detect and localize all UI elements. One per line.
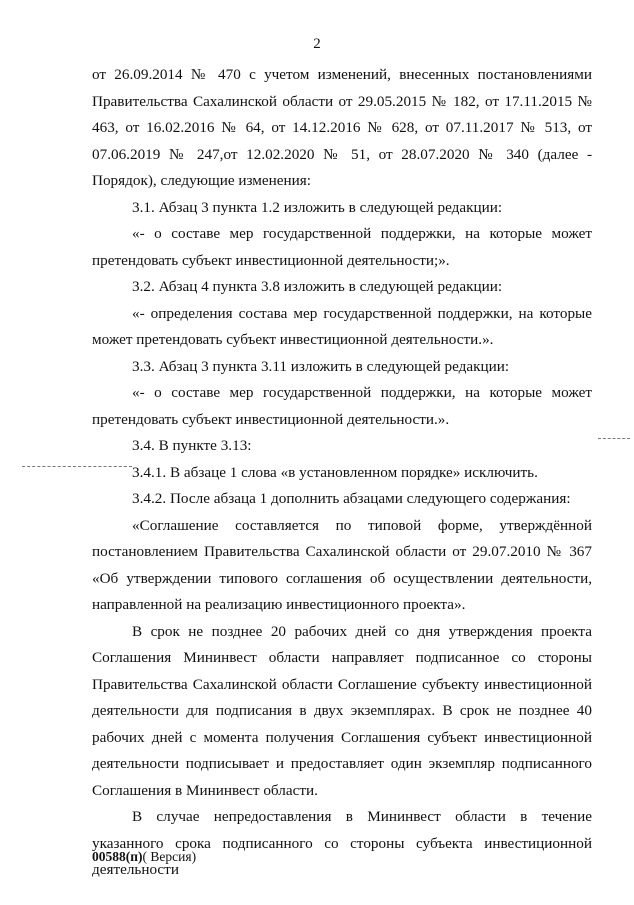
document-footer: [92, 849, 196, 865]
agreement-paragraph: «Соглашение составляется по типовой форме, утверждённой постановлением Правительства Сахалинской области от 29.07.2010 № 367 «Об утверждении типового соглашения об осуществлении деятельности, направленной на реализацию инвестиционного проекта».: [92, 516, 592, 613]
non-submission-paragraph: В случае непредоставления в Мининвест области в течение указанного срока подписанного со стороны субъекта инвестиционной деятельности: [92, 808, 592, 878]
quote-3-2: «- определения состава мер государственной поддержки, на которые может претендовать субъект инвестиционной деятельности.».: [92, 304, 592, 348]
document-version: ( Версия): [142, 849, 197, 864]
item-3-1: 3.1. Абзац 3 пункта 1.2 изложить в следующей редакции:: [132, 198, 503, 216]
item-3-4-2: 3.4.2. После абзаца 1 дополнить абзацами следующего содержания:: [132, 490, 571, 507]
item-3-2: 3.2. Абзац 4 пункта 3.8 изложить в следующей редакции:: [132, 278, 503, 295]
intro-paragraph: от 26.09.2014 № 470 с учетом изменений, внесенных постановлениями Правительства Сахалинской области от 29.05.2015 № 182, от 17.11.2015 № 463, от 16.02.2016 № 64, от 14.12.2016 № 628, от 07.11.2017 № 513, от 07.06.2019 № 247,от 12.02.2020 № 51, от 28.07.2020 № 340 (далее - Порядок), следующие изменения:: [92, 66, 592, 189]
document-code: 00588(п): [92, 849, 143, 864]
document-body: [92, 62, 592, 884]
scan-artifact-mark: [598, 438, 630, 439]
deadline-paragraph: В срок не позднее 20 рабочих дней со дня утверждения проекта Соглашения Мининвест области направляет подписанное со стороны Правительства Сахалинской области Соглашение субъекту инвестиционной деятельности для подписания в двух экземплярах. В срок не позднее 40 рабочих дней с момента получения Соглашения субъект инвестиционной деятельности подписывает и предоставляет один экземпляр подписанного Соглашения в Мининвест области.: [92, 622, 592, 799]
item-3-4-1: 3.4.1. В абзаце 1 слова «в установленном порядке» исключить.: [132, 463, 538, 481]
quote-3-1: «- о составе мер государственной поддержки, на которые может претендовать субъект инвестиционной деятельности;».: [92, 225, 592, 269]
page-number: 2: [313, 36, 321, 52]
item-3-3: 3.3. Абзац 3 пункта 3.11 изложить в следующей редакции:: [132, 357, 510, 375]
scan-artifact-line: [22, 466, 132, 467]
quote-3-3: «- о составе мер государственной поддержки, на которые может претендовать субъект инвестиционной деятельности.».: [92, 384, 592, 428]
item-3-4: 3.4. В пункте 3.13:: [132, 437, 252, 454]
